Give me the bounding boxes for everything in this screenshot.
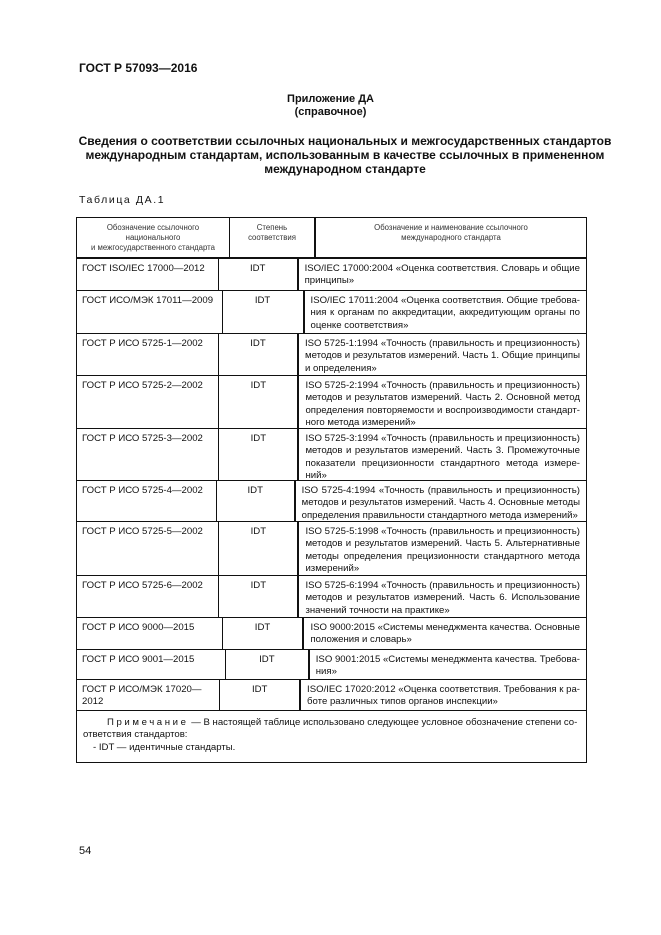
note-text: ответствия стандартов: bbox=[83, 729, 188, 741]
degree-cell: IDT bbox=[219, 522, 299, 575]
cell-text-line: методов и результатов измерений. Часть 3. Промежуточные bbox=[305, 445, 580, 457]
cell-text-line: методов и результатов измерений. Часть 5. Альтернативные bbox=[305, 538, 580, 550]
header-line: национального bbox=[125, 233, 181, 242]
cell-text-line: ISO 5725-2:1994 «Точность (правильность и прецизионность) bbox=[305, 380, 580, 391]
cell-text-line: положения и словарь» bbox=[310, 634, 412, 646]
degree-cell: IDT bbox=[226, 650, 310, 679]
international-standard-cell bbox=[299, 576, 586, 617]
header-line: Обозначение и наименование ссылочного bbox=[374, 223, 528, 232]
table-row bbox=[77, 429, 586, 481]
header-line: Степень bbox=[256, 223, 288, 232]
table-row bbox=[77, 522, 586, 576]
table-header-row bbox=[77, 218, 586, 259]
degree-cell: IDT bbox=[217, 481, 296, 521]
note-label: Примечание bbox=[107, 717, 189, 728]
cell-text-line: ISO/IEC 17011:2004 «Оценка соответствия. Общие требова- bbox=[310, 295, 580, 306]
degree-cell: IDT bbox=[223, 291, 305, 333]
cell-text-line: значений точности на практике» bbox=[305, 604, 450, 616]
document-code: ГОСТ Р 57093—2016 bbox=[79, 61, 198, 75]
national-standard-cell: ГОСТ Р ИСО 5725-2—2002 bbox=[77, 376, 219, 428]
degree-cell: IDT bbox=[220, 680, 301, 710]
international-standard-cell bbox=[310, 650, 586, 679]
cell-text-line: ного метода измерений» bbox=[305, 416, 416, 428]
table-row bbox=[77, 576, 586, 618]
national-standard-cell: ГОСТ Р ИСО 5725-1—2002 bbox=[77, 334, 219, 375]
international-standard-cell bbox=[305, 291, 586, 333]
international-standard-cell bbox=[299, 259, 586, 290]
cell-text-line: методов и результатов измерений. Часть 6. Использование bbox=[305, 592, 580, 604]
degree-cell: IDT bbox=[219, 376, 299, 428]
section-heading bbox=[60, 134, 630, 176]
table-row bbox=[77, 481, 586, 522]
international-standard-cell bbox=[299, 334, 586, 375]
national-standard-cell: ГОСТ Р ИСО/МЭК 17020—2012 bbox=[77, 680, 220, 710]
standards-table bbox=[76, 217, 587, 763]
heading-line: международным стандартам, использованным в качестве ссылочных в примененном bbox=[85, 148, 605, 162]
table-note bbox=[77, 711, 586, 762]
header-line: соответствия bbox=[248, 233, 296, 242]
national-standard-cell: ГОСТ Р ИСО 5725-6—2002 bbox=[77, 576, 219, 617]
cell-text-line: ний» bbox=[305, 469, 327, 481]
table-row bbox=[77, 291, 586, 334]
international-standard-cell bbox=[299, 429, 586, 480]
cell-text-line: ISO 9000:2015 «Системы менеджмента качества. Основные bbox=[310, 622, 580, 633]
cell-text-line: принципы» bbox=[304, 275, 355, 287]
degree-cell: IDT bbox=[219, 576, 299, 617]
international-standard-cell bbox=[296, 481, 586, 521]
page-number: 54 bbox=[79, 845, 92, 857]
international-standard-cell bbox=[301, 680, 586, 710]
cell-text-line: ния к органам по аккредитации, аккредитующим органы по bbox=[310, 307, 580, 319]
cell-text-line: методов и результатов измерений. Часть 2. Основной метод bbox=[305, 392, 580, 404]
table-row bbox=[77, 618, 586, 650]
note-text: — В настоящей таблице использовано следующее условное обозначение степени со- bbox=[188, 717, 578, 728]
degree-cell: IDT bbox=[219, 429, 299, 480]
cell-text-line: ISO 5725-5:1998 «Точность (правильность и прецизионность) bbox=[305, 526, 580, 537]
degree-cell: IDT bbox=[223, 618, 305, 649]
cell-text-line: методы определения прецизионности стандартного метода bbox=[305, 550, 580, 562]
cell-text-line: ISO 5725-4:1994 «Точность (правильность и прецизионность) bbox=[301, 485, 580, 496]
cell-text-line: ISO/IEC 17020:2012 «Оценка соответствия. Требования к ра- bbox=[307, 684, 580, 695]
national-standard-cell: ГОСТ ISO/IEC 17000—2012 bbox=[77, 259, 219, 290]
degree-cell: IDT bbox=[219, 334, 299, 375]
cell-text-line: методов и результатов измерений. Часть 4. Основные методы bbox=[301, 497, 580, 509]
header-international-standard bbox=[316, 218, 586, 257]
cell-text-line: определения правильности стандартного метода измерений» bbox=[301, 509, 578, 521]
cell-text-line: ISO 5725-1:1994 «Точность (правильность и прецизионность) bbox=[304, 338, 580, 349]
cell-text-line: методов и результатов измерений. Часть 1. Общие принципы bbox=[304, 350, 580, 362]
cell-text-line: ISO 9001:2015 «Системы менеджмента качества. Требова- bbox=[315, 654, 580, 665]
cell-text-line: измерений» bbox=[305, 562, 360, 574]
national-standard-cell: ГОСТ Р ИСО 5725-3—2002 bbox=[77, 429, 219, 480]
cell-text-line: ISO/IEC 17000:2004 «Оценка соответствия. Словарь и общие bbox=[304, 263, 580, 274]
appendix-title: Приложение ДА bbox=[287, 93, 374, 105]
cell-text-line: ния» bbox=[315, 666, 337, 678]
cell-text-line: оценке соответствия» bbox=[310, 319, 409, 331]
cell-text-line: боте различных типов органов инспекции» bbox=[307, 696, 498, 708]
cell-text-line: определения повторяемости и воспроизводимости стандарт- bbox=[305, 404, 580, 416]
national-standard-cell: ГОСТ Р ИСО 9000—2015 bbox=[77, 618, 223, 649]
national-standard-cell: ГОСТ Р ИСО 5725-5—2002 bbox=[77, 522, 219, 575]
degree-cell: IDT bbox=[219, 259, 299, 290]
heading-line: международном стандарте bbox=[264, 162, 426, 176]
table-row bbox=[77, 680, 586, 711]
header-degree bbox=[230, 218, 316, 257]
header-line: международного стандарта bbox=[401, 233, 501, 242]
header-line: Обозначение ссылочного bbox=[106, 223, 200, 232]
header-line: и межгосударственного стандарта bbox=[91, 243, 215, 252]
table-row bbox=[77, 259, 586, 291]
table-label: Таблица ДА.1 bbox=[79, 194, 166, 206]
national-standard-cell: ГОСТ ИСО/МЭК 17011—2009 bbox=[77, 291, 223, 333]
national-standard-cell: ГОСТ Р ИСО 5725-4—2002 bbox=[77, 481, 217, 521]
table-row bbox=[77, 376, 586, 429]
header-national-standard bbox=[77, 218, 230, 257]
table-row bbox=[77, 650, 586, 680]
note-item: - IDT — идентичные стандарты. bbox=[93, 741, 236, 753]
table-row bbox=[77, 334, 586, 376]
heading-line: Сведения о соответствии ссылочных национальных и межгосударственных стандартов bbox=[78, 134, 612, 148]
cell-text-line: ISO 5725-6:1994 «Точность (правильность и прецизионность) bbox=[305, 580, 580, 591]
appendix-subtitle: (справочное) bbox=[294, 106, 367, 118]
international-standard-cell bbox=[304, 618, 586, 649]
international-standard-cell bbox=[299, 522, 586, 575]
cell-text-line: ISO 5725-3:1994 «Точность (правильность и прецизионность) bbox=[305, 433, 580, 444]
cell-text-line: показатели прецизионности стандартного метода измере- bbox=[305, 457, 580, 469]
cell-text-line: и определения» bbox=[304, 362, 377, 374]
national-standard-cell: ГОСТ Р ИСО 9001—2015 bbox=[77, 650, 226, 679]
international-standard-cell bbox=[299, 376, 586, 428]
